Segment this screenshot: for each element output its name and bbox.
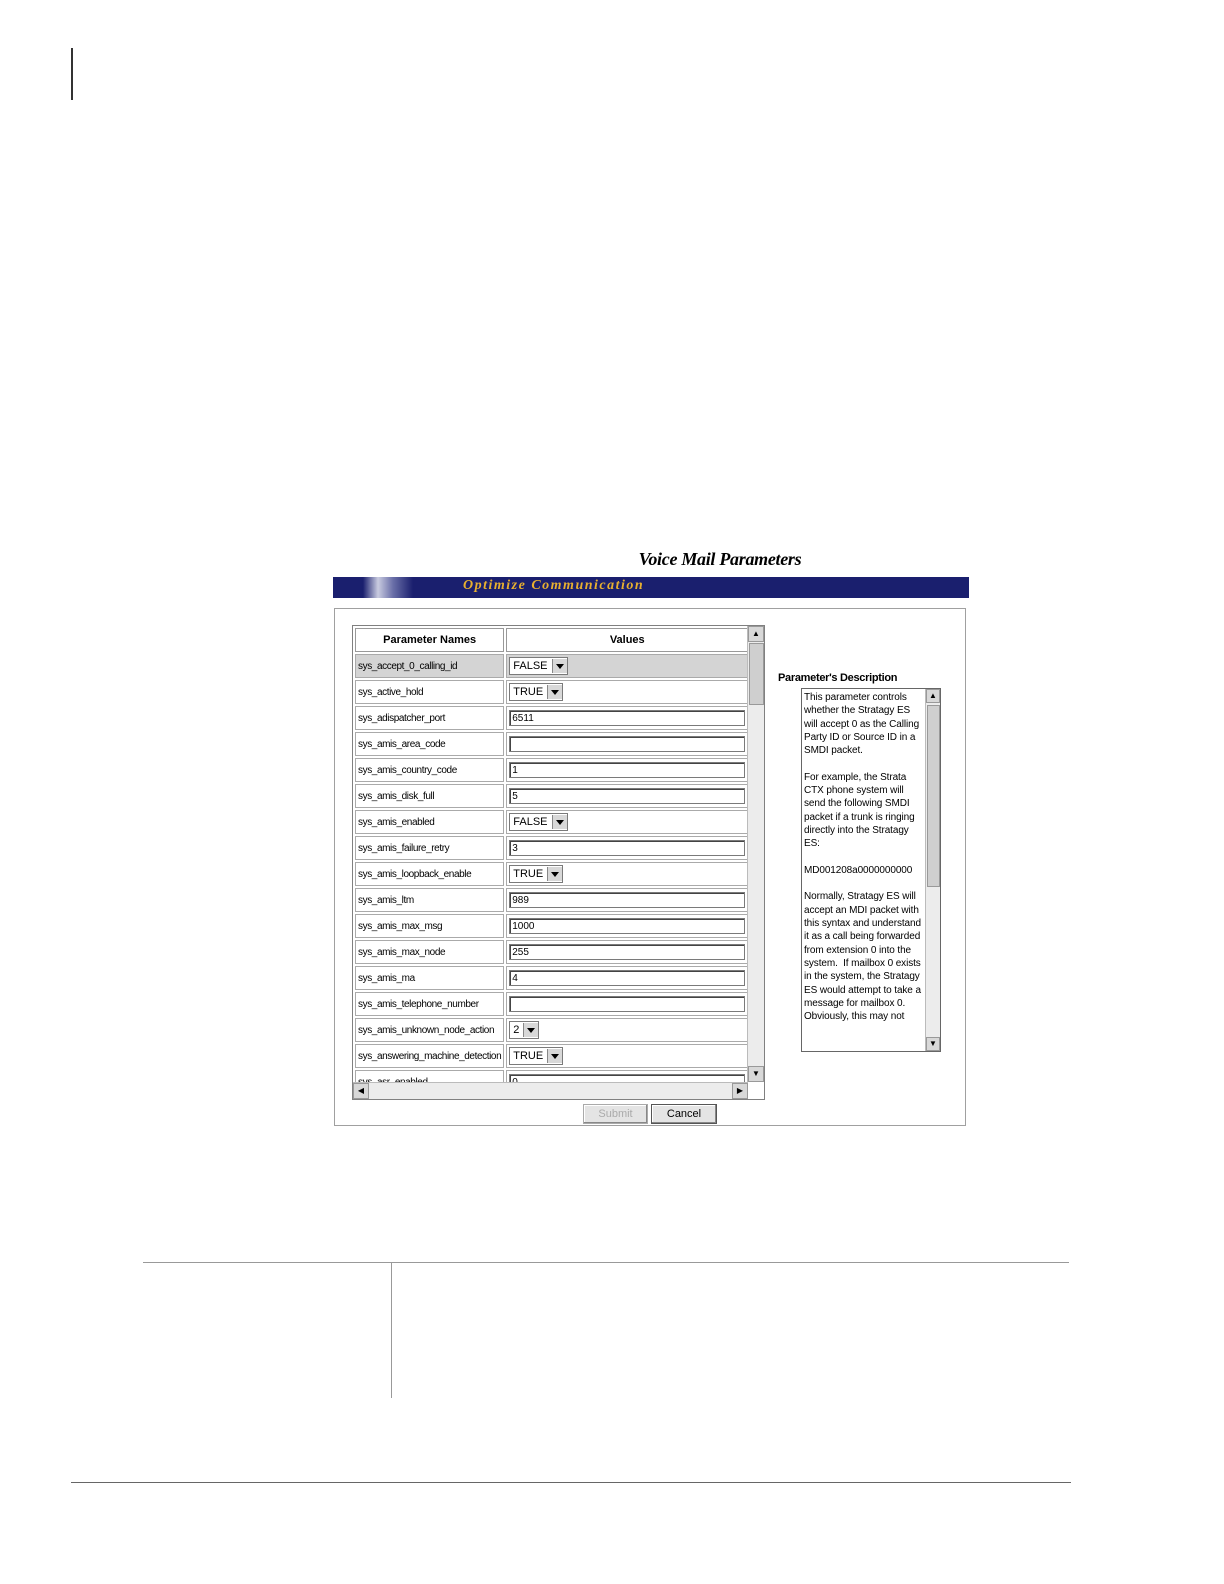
- parameter-value-cell: [506, 914, 748, 938]
- value-select-text: FALSE: [513, 660, 548, 672]
- chevron-down-icon[interactable]: [523, 1023, 538, 1037]
- value-input[interactable]: [509, 736, 745, 752]
- table-row[interactable]: [355, 706, 748, 730]
- value-input[interactable]: 3: [509, 840, 745, 856]
- value-input[interactable]: 1: [509, 762, 745, 778]
- value-input[interactable]: 1000: [509, 918, 745, 934]
- value-select[interactable]: [509, 1047, 563, 1065]
- value-input[interactable]: 255: [509, 944, 745, 960]
- value-input[interactable]: [509, 996, 745, 1012]
- parameter-name[interactable]: sys_amis_loopback_enable: [355, 862, 504, 886]
- parameter-name[interactable]: sys_amis_disk_full: [355, 784, 504, 808]
- value-select[interactable]: [509, 1021, 539, 1039]
- parameter-name[interactable]: sys_adispatcher_port: [355, 706, 504, 730]
- column-header-values: Values: [506, 628, 748, 652]
- parameter-value-cell: [506, 940, 748, 964]
- window-title: Voice Mail Parameters: [638, 549, 802, 569]
- table-row[interactable]: [355, 914, 748, 938]
- value-select-text: FALSE: [513, 816, 548, 828]
- description-scroll-thumb[interactable]: [927, 705, 940, 887]
- value-select[interactable]: [509, 865, 563, 883]
- section-divider: [143, 1262, 1069, 1263]
- parameter-value-cell: [506, 654, 748, 678]
- chevron-down-icon[interactable]: [552, 815, 567, 829]
- page-margin-rule: [71, 48, 73, 100]
- cancel-button[interactable]: Cancel: [651, 1104, 717, 1124]
- scroll-down-icon[interactable]: ▼: [748, 1066, 764, 1082]
- table-row[interactable]: [355, 836, 748, 860]
- scroll-thumb[interactable]: [749, 643, 764, 705]
- parameter-name[interactable]: sys_active_hold: [355, 680, 504, 704]
- parameter-value-cell: [506, 1018, 748, 1042]
- parameter-value-cell: [506, 966, 748, 990]
- description-scroll-up-icon[interactable]: ▲: [926, 689, 940, 703]
- parameter-name[interactable]: sys_amis_country_code: [355, 758, 504, 782]
- description-scrollbar[interactable]: [925, 689, 940, 1051]
- parameter-value-cell: [506, 810, 748, 834]
- table-row[interactable]: [355, 940, 748, 964]
- parameter-name[interactable]: sys_amis_telephone_number: [355, 992, 504, 1016]
- value-input[interactable]: 4: [509, 970, 745, 986]
- table-row[interactable]: [355, 888, 748, 912]
- parameter-name[interactable]: sys_amis_enabled: [355, 810, 504, 834]
- parameter-name[interactable]: sys_amis_max_msg: [355, 914, 504, 938]
- parameters-table-frame: [352, 625, 765, 1100]
- table-row[interactable]: [355, 732, 748, 756]
- description-text: This parameter controls whether the Stratagy ES will accept 0 as the Calling Party ID or Source ID in a SMDI packet. For example, the Strata CTX phone system will send the following SMDI packet if a trunk is ringing directly into the Stratagy ES: MD001208a0000000000 Normally, Stratagy ES will accept an MDI packet with this syntax and understand it as a call being forwarded from extension 0 into the system. If mailbox 0 exists in the system, the Stratagy ES would attempt to take a message for mailbox 0. Obviously, this may not: [804, 692, 921, 1023]
- table-row[interactable]: [355, 784, 748, 808]
- value-select-text: 2: [513, 1024, 520, 1036]
- value-select-text: TRUE: [513, 686, 544, 698]
- parameter-value-cell: [506, 784, 748, 808]
- parameter-name[interactable]: sys_accept_0_calling_id: [355, 654, 504, 678]
- table-row[interactable]: [355, 992, 748, 1016]
- value-input[interactable]: 6511: [509, 710, 745, 726]
- table-horizontal-scrollbar[interactable]: [353, 1082, 748, 1099]
- parameter-value-cell: [506, 888, 748, 912]
- parameters-table: [353, 626, 750, 1096]
- parameter-value-cell: [506, 706, 748, 730]
- parameter-name[interactable]: sys_amis_ma: [355, 966, 504, 990]
- table-row[interactable]: [355, 654, 748, 678]
- parameter-name[interactable]: sys_answering_machine_detection: [355, 1044, 504, 1068]
- scroll-up-icon[interactable]: ▲: [748, 626, 764, 642]
- column-header-names: Parameter Names: [355, 628, 504, 652]
- chevron-down-icon[interactable]: [547, 1049, 562, 1063]
- scroll-right-icon[interactable]: ▶: [732, 1083, 748, 1099]
- description-scroll-down-icon[interactable]: ▼: [926, 1037, 940, 1051]
- column-divider: [391, 1263, 392, 1398]
- parameter-name[interactable]: sys_amis_ltm: [355, 888, 504, 912]
- table-row[interactable]: [355, 1018, 748, 1042]
- parameter-value-cell: [506, 992, 748, 1016]
- parameter-value-cell: [506, 680, 748, 704]
- table-row[interactable]: [355, 862, 748, 886]
- parameter-name[interactable]: sys_amis_unknown_node_action: [355, 1018, 504, 1042]
- parameter-value-cell: [506, 1044, 748, 1068]
- table-row[interactable]: [355, 758, 748, 782]
- parameter-value-cell: [506, 758, 748, 782]
- chevron-down-icon[interactable]: [552, 659, 567, 673]
- chevron-down-icon[interactable]: [547, 867, 562, 881]
- table-row[interactable]: [355, 1044, 748, 1068]
- value-select[interactable]: [509, 813, 567, 831]
- parameter-name[interactable]: sys_amis_area_code: [355, 732, 504, 756]
- value-input[interactable]: 5: [509, 788, 745, 804]
- scroll-left-icon[interactable]: ◀: [353, 1083, 369, 1099]
- parameter-value-cell: [506, 836, 748, 860]
- value-input[interactable]: 989: [509, 892, 745, 908]
- parameter-value-cell: [506, 732, 748, 756]
- value-select-text: TRUE: [513, 1050, 544, 1062]
- footer-rule: [71, 1482, 1071, 1483]
- value-select-text: TRUE: [513, 868, 544, 880]
- banner-text: Optimize Communication: [463, 578, 645, 593]
- description-label: Parameter's Description: [778, 672, 898, 684]
- parameters-table-viewport: [353, 626, 746, 1082]
- table-vertical-scrollbar[interactable]: [747, 626, 764, 1082]
- submit-button[interactable]: Submit: [583, 1104, 648, 1124]
- banner: [333, 577, 969, 598]
- value-select[interactable]: [509, 657, 567, 675]
- table-row[interactable]: [355, 680, 748, 704]
- table-row[interactable]: [355, 810, 748, 834]
- parameter-value-cell: [506, 862, 748, 886]
- value-select[interactable]: [509, 683, 563, 701]
- chevron-down-icon[interactable]: [547, 685, 562, 699]
- parameter-name[interactable]: sys_amis_failure_retry: [355, 836, 504, 860]
- description-textarea[interactable]: [801, 688, 941, 1052]
- parameter-name[interactable]: sys_amis_max_node: [355, 940, 504, 964]
- table-row[interactable]: [355, 966, 748, 990]
